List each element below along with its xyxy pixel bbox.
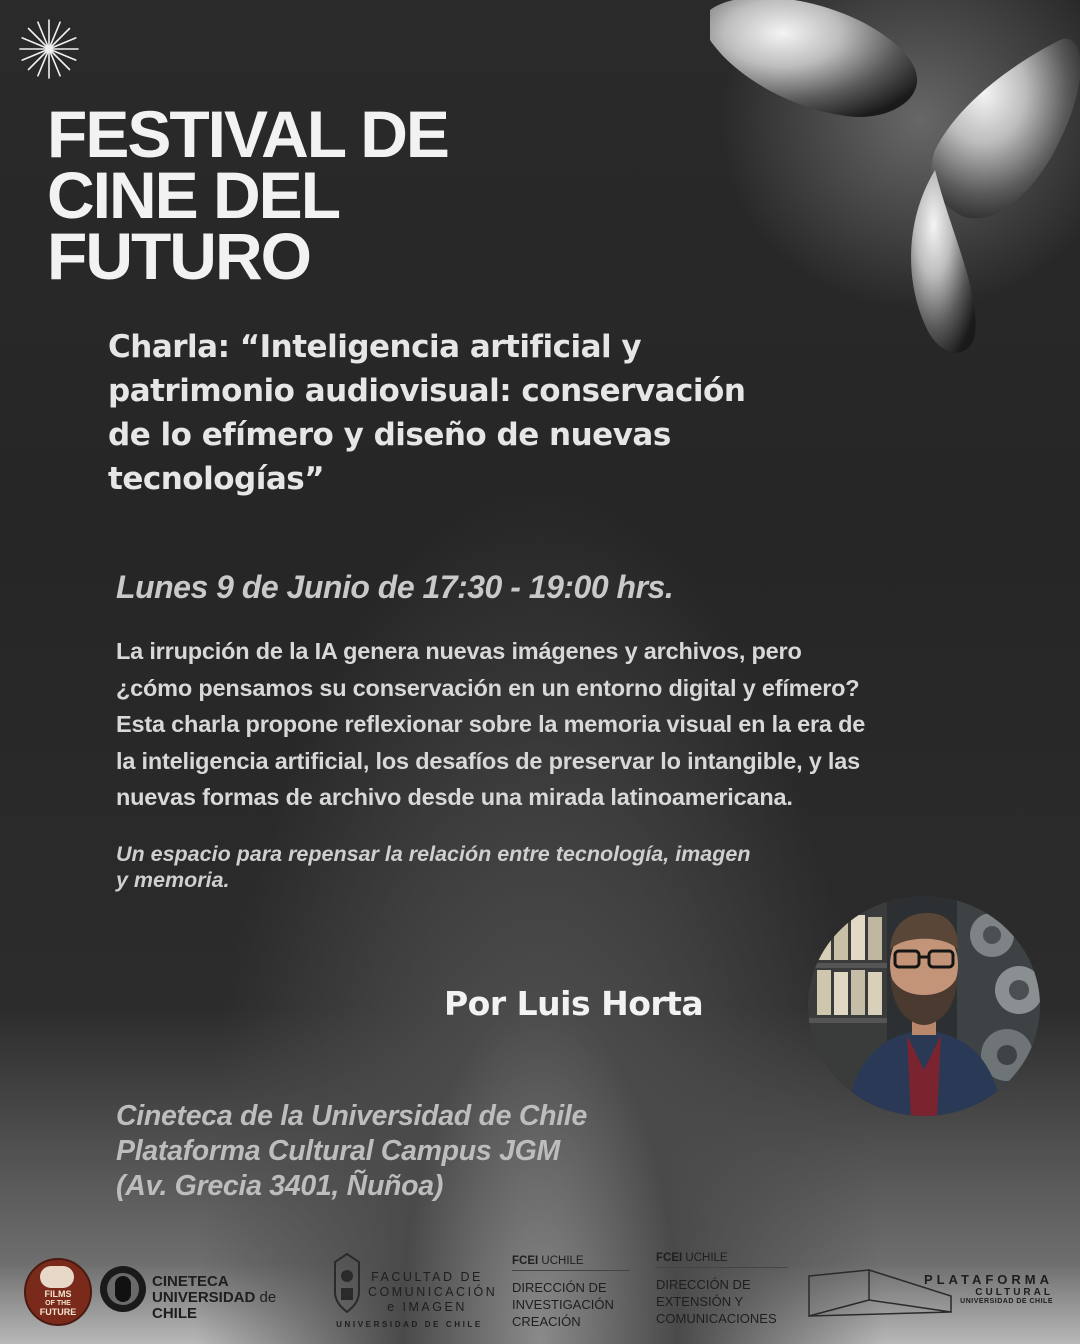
- logo-text-line: CINETECA: [152, 1273, 229, 1290]
- talk-title: [108, 325, 745, 501]
- logo-films-of-the-future: [24, 1258, 92, 1326]
- speaker-name: Por Luis Horta: [444, 984, 704, 1023]
- venue-line: Cineteca de la Universidad de Chile: [116, 1100, 587, 1132]
- festival-title: [47, 97, 448, 293]
- film-camera-icon: [40, 1266, 74, 1288]
- logo-text-part: CHILE: [152, 1305, 197, 1322]
- venue-info: [116, 1099, 587, 1204]
- talk-description: [116, 633, 865, 816]
- university-shield-icon: [332, 1252, 362, 1314]
- facultad-text: [368, 1270, 498, 1315]
- logo-text-part: UNIVERSIDAD: [152, 1289, 256, 1306]
- logo-text-line: INVESTIGACIÓN: [512, 1297, 614, 1312]
- tagline-line: y memoria.: [116, 868, 230, 892]
- logo-text-part: de: [259, 1289, 277, 1306]
- logo-text-line: CULTURAL: [975, 1287, 1053, 1298]
- logo-text-line: PLATAFORMA: [923, 1272, 1053, 1287]
- description-line: nuevas formas de archivo desde una mirada latinoamericana.: [116, 784, 793, 810]
- fcei-text: [512, 1279, 630, 1330]
- event-date: Lunes 9 de Junio de 17:30 - 19:00 hrs.: [116, 569, 674, 605]
- logo-text-line: FILMS: [44, 1289, 72, 1299]
- logo-facultad-comunicacion-imagen: [332, 1250, 498, 1332]
- venue-line: (Av. Grecia 3401, Ñuñoa): [116, 1170, 444, 1202]
- films-of-the-future-text: [26, 1290, 90, 1317]
- talk-title-line: patrimonio audiovisual: conservación: [108, 373, 746, 409]
- talk-title-line: de lo efímero y diseño de nuevas: [108, 417, 671, 453]
- title-line: FESTIVAL DE: [47, 97, 448, 171]
- logo-text-line: [152, 1290, 325, 1322]
- fcei-text: [656, 1276, 788, 1327]
- logo-text-part: UCHILE: [541, 1255, 584, 1267]
- cineteca-text: [152, 1274, 325, 1322]
- logo-text-line: e IMAGEN: [387, 1300, 467, 1314]
- fcei-header: [512, 1255, 630, 1271]
- starburst-icon: [18, 18, 80, 80]
- description-line: ¿cómo pensamos su conservación en un entorno digital y efímero?: [116, 674, 860, 701]
- logo-text-line: COMUNICACIÓN: [368, 1285, 498, 1299]
- title-line: FUTURO: [47, 219, 310, 293]
- logo-text-part: FCEI: [512, 1255, 539, 1267]
- title-line: CINE DEL: [47, 158, 340, 232]
- logo-text-part: UCHILE: [685, 1252, 728, 1264]
- description-line: Esta charla propone reflexionar sobre la memoria visual en la era de: [116, 711, 866, 737]
- logo-text-line: DIRECCIÓN DE: [656, 1277, 751, 1292]
- tagline-line: Un espacio para repensar la relación entre tecnología, imagen: [116, 842, 751, 866]
- venue-line: Plataforma Cultural Campus JGM: [116, 1135, 560, 1167]
- fcei-header: [656, 1252, 788, 1268]
- logo-cineteca-uchile: [100, 1266, 325, 1322]
- description-line: la inteligencia artificial, los desafíos de preservar lo intangible, y las: [116, 747, 861, 774]
- logo-text-line: UNIVERSIDAD DE CHILE: [960, 1298, 1053, 1305]
- logo-text-part: FCEI: [656, 1252, 683, 1264]
- logo-text-line: FUTURE: [39, 1307, 77, 1317]
- logo-text-line: DIRECCIÓN DE: [512, 1280, 607, 1295]
- logo-fcei-investigacion: [512, 1255, 630, 1340]
- speaker-photo: [807, 895, 1041, 1117]
- description-line: La irrupción de la IA genera nuevas imágenes y archivos, pero: [116, 638, 802, 664]
- cineteca-emblem-figure: [115, 1276, 131, 1302]
- chrome-petal-decoration: [690, 0, 1080, 360]
- logo-text-line: OF THE: [45, 1300, 71, 1307]
- logo-text-line: FACULTAD DE: [371, 1270, 483, 1284]
- logo-plataforma-cultural: [805, 1266, 1055, 1326]
- facultad-footer: UNIVERSIDAD DE CHILE: [336, 1320, 483, 1329]
- talk-title-line: Charla: “Inteligencia artificial y: [108, 329, 642, 365]
- logo-fcei-extension: [656, 1252, 788, 1337]
- logo-text-line: EXTENSIÓN Y: [656, 1294, 744, 1309]
- logo-text-line: CREACIÓN: [512, 1314, 581, 1329]
- talk-title-line: tecnologías”: [108, 461, 325, 497]
- cineteca-emblem-icon: [100, 1266, 146, 1312]
- tagline: [116, 841, 750, 893]
- logo-text-line: COMUNICACIONES: [656, 1311, 777, 1326]
- plataforma-text: [891, 1272, 1053, 1305]
